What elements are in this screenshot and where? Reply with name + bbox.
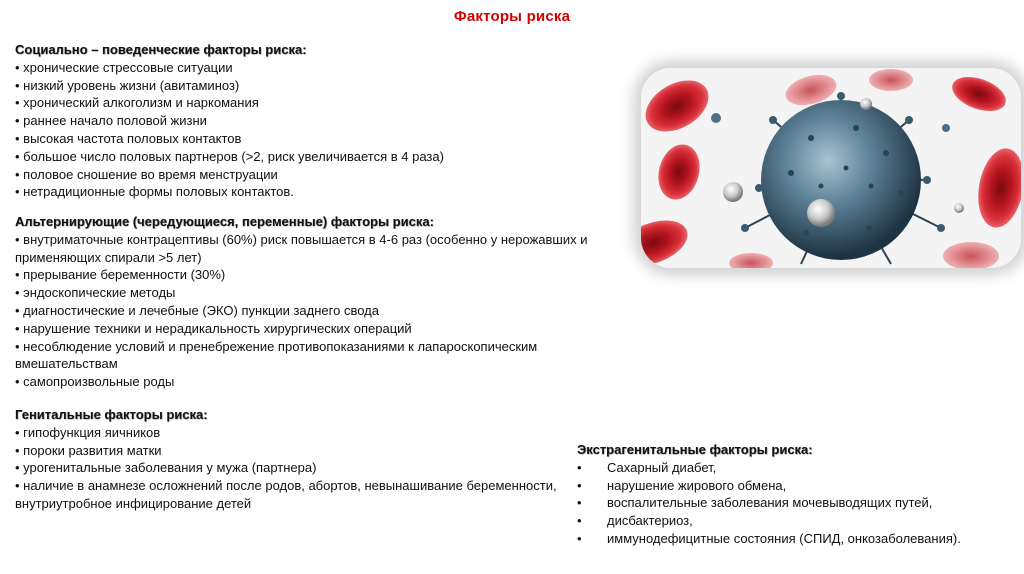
list-item: • раннее начало половой жизни (15, 113, 207, 129)
list-item: • урогенитальные заболевания у мужа (партнера) (15, 460, 317, 476)
bullet: • (577, 530, 582, 546)
section-heading: Генитальные факторы риска: (15, 407, 208, 422)
list-item: • хронические стрессовые ситуации (15, 59, 233, 75)
list-item (577, 494, 1007, 512)
virus-blood-cells-icon (641, 68, 1021, 268)
bullet: • (577, 495, 582, 511)
alternating-risk-factors (15, 213, 630, 391)
list-item-text: иммунодефицитные состояния (СПИД, онкозаболевания). (607, 530, 961, 546)
section-heading: Экстрагенитальные факторы риска: (577, 442, 813, 457)
list-item: • прерывание беременности (30%) (15, 267, 226, 283)
section-heading: Социально – поведенческие факторы риска: (15, 42, 307, 57)
list-item-text: Сахарный диабет, (607, 459, 717, 475)
list-item: • хронический алкоголизм и наркомания (15, 95, 259, 111)
page-title: Факторы риска (453, 8, 571, 25)
bullet: • (577, 459, 582, 475)
list-item: • низкий уровень жизни (авитаминоз) (15, 77, 240, 93)
list-item: • нарушение техники и нерадикальность хирургических операций (15, 320, 412, 336)
list-item: • половое сношение во время менструации (15, 166, 278, 182)
list-item: • диагностические и лечебные (ЭКО) пункции заднего свода (15, 302, 379, 318)
bullet: • (577, 513, 582, 529)
list-item: • большое число половых партнеров (>2, риск увеличивается в 4 раза) (15, 148, 444, 164)
list-item: • несоблюдение условий и пренебрежение противопоказаниями к лапароскопическим вмешательствам (15, 338, 538, 372)
virus-illustration (641, 68, 1021, 268)
list-item-text: воспалительные заболевания мочевыводящих путей, (607, 495, 933, 511)
list-item: • наличие в анамнезе осложнений после родов, абортов, невынашивание беременности, внутриутробное инфицирование детей (15, 478, 557, 511)
section-heading: Альтернирующие (чередующиеся, переменные) факторы риска: (15, 214, 434, 229)
list-item: • пороки развития матки (15, 442, 162, 458)
bullet: • (577, 477, 582, 493)
genital-risk-factors (15, 406, 560, 513)
list-item-text: дисбактериоз, (607, 513, 693, 529)
list-item (577, 530, 1007, 548)
list-item: • самопроизвольные роды (15, 374, 175, 390)
list-item: • внутриматочные контрацептивы (60%) риск повышается в 4-6 раз (особенно у нерожавших и применяющих спирали >5 лет) (15, 231, 588, 265)
list-item: • нетрадиционные формы половых контактов. (15, 184, 294, 200)
list-item: • гипофункция яичников (15, 424, 161, 440)
list-item (577, 512, 1007, 530)
list-item (577, 459, 1007, 477)
social-behavioral-risk-factors (15, 41, 635, 201)
list-item-text: нарушение жирового обмена, (607, 477, 787, 493)
list-item: • высокая частота половых контактов (15, 130, 242, 146)
extragenital-risk-factors (577, 441, 1007, 548)
list-item (577, 477, 1007, 495)
list-item: • эндоскопические методы (15, 285, 176, 301)
